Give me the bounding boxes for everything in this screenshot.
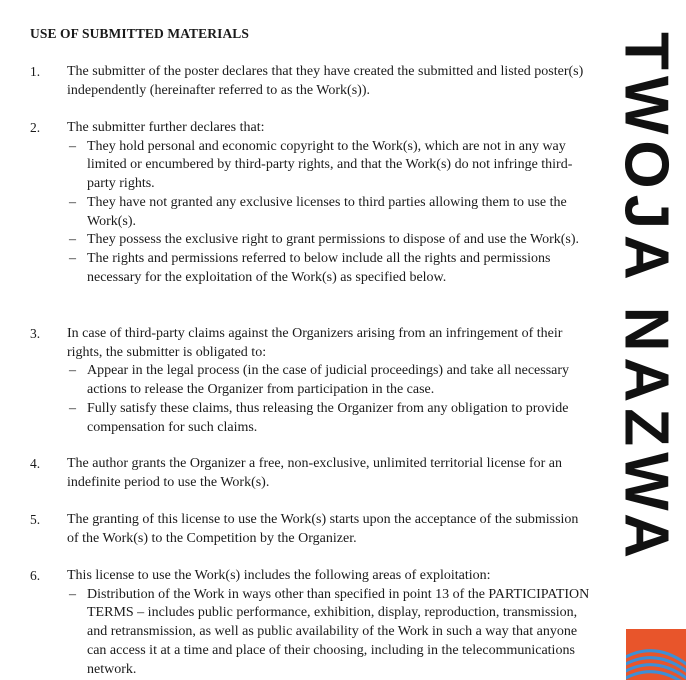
clause-text: The granting of this license to use the Work(s) starts upon the acceptance of the submission of the Work(s) to the Competition by the Organizer. <box>67 512 579 546</box>
clause-body <box>67 455 592 492</box>
wave-logo-icon <box>626 629 686 680</box>
list-item: – Distribution of the Work in ways other than specified in point 13 of the PARTICIPATION TERMS – includes public performance, exhibition, display, reproduction, transmission, and retransmission, as well as public availability of the Work in such a way that anyone can access it at a time and place of their choosing, including in the telecommunications network. <box>67 586 592 680</box>
clause-number: 5. <box>30 512 41 527</box>
orange-wave-logo <box>626 629 686 680</box>
clause-number: 3. <box>30 326 41 341</box>
clause-list <box>67 362 592 437</box>
clause-text: In case of third-party claims against the Organizers arising from an infringement of their rights, the submitter is obligated to: <box>67 326 563 360</box>
clause-body <box>67 63 592 100</box>
list-item: – They possess the exclusive right to grant permissions to dispose of and use the Work(s). <box>67 231 592 250</box>
clause-list <box>67 138 592 288</box>
clause-text: The submitter of the poster declares that they have created the submitted and listed poster(s) independently (hereinafter referred to as the Work(s)). <box>67 64 584 98</box>
clause-text: The author grants the Organizer a free, non-exclusive, unlimited territorial license for an indefinite period to use the Work(s). <box>67 456 562 490</box>
list-item: – The rights and permissions referred to below include all the rights and permissions necessary for the exploitation of the Work(s) as specified below. <box>67 250 592 287</box>
side-title-text: TWOJA NAZWA <box>612 31 681 565</box>
clause-number: 2. <box>30 120 41 135</box>
list-item: – Appear in the legal process (in the case of judicial proceedings) and take all necessary actions to release the Organizer from participation in the case. <box>67 362 592 399</box>
vertical-side-title <box>612 20 686 575</box>
clause-body <box>67 511 592 548</box>
clause-number: 4. <box>30 456 41 471</box>
clause-text: This license to use the Work(s) includes the following areas of exploitation: <box>67 568 491 583</box>
clause-list <box>67 586 592 680</box>
list-item: – They have not granted any exclusive licenses to third parties allowing them to use the Work(s). <box>67 194 592 231</box>
clause-body <box>67 567 592 679</box>
section-heading: USE OF SUBMITTED MATERIALS <box>30 26 250 41</box>
list-item: – Fully satisfy these claims, thus releasing the Organizer from any obligation to provide compensation for such claims. <box>67 400 592 437</box>
clause-number: 6. <box>30 568 41 583</box>
list-item: – They hold personal and economic copyright to the Work(s), which are not in any way limited or encumbered by third-party rights, and that the Work(s) do not infringe third-party rights. <box>67 138 592 194</box>
clause-body <box>67 325 592 437</box>
clause-text: The submitter further declares that: <box>67 120 265 135</box>
clause-body <box>67 119 592 287</box>
clause-number: 1. <box>30 64 41 79</box>
